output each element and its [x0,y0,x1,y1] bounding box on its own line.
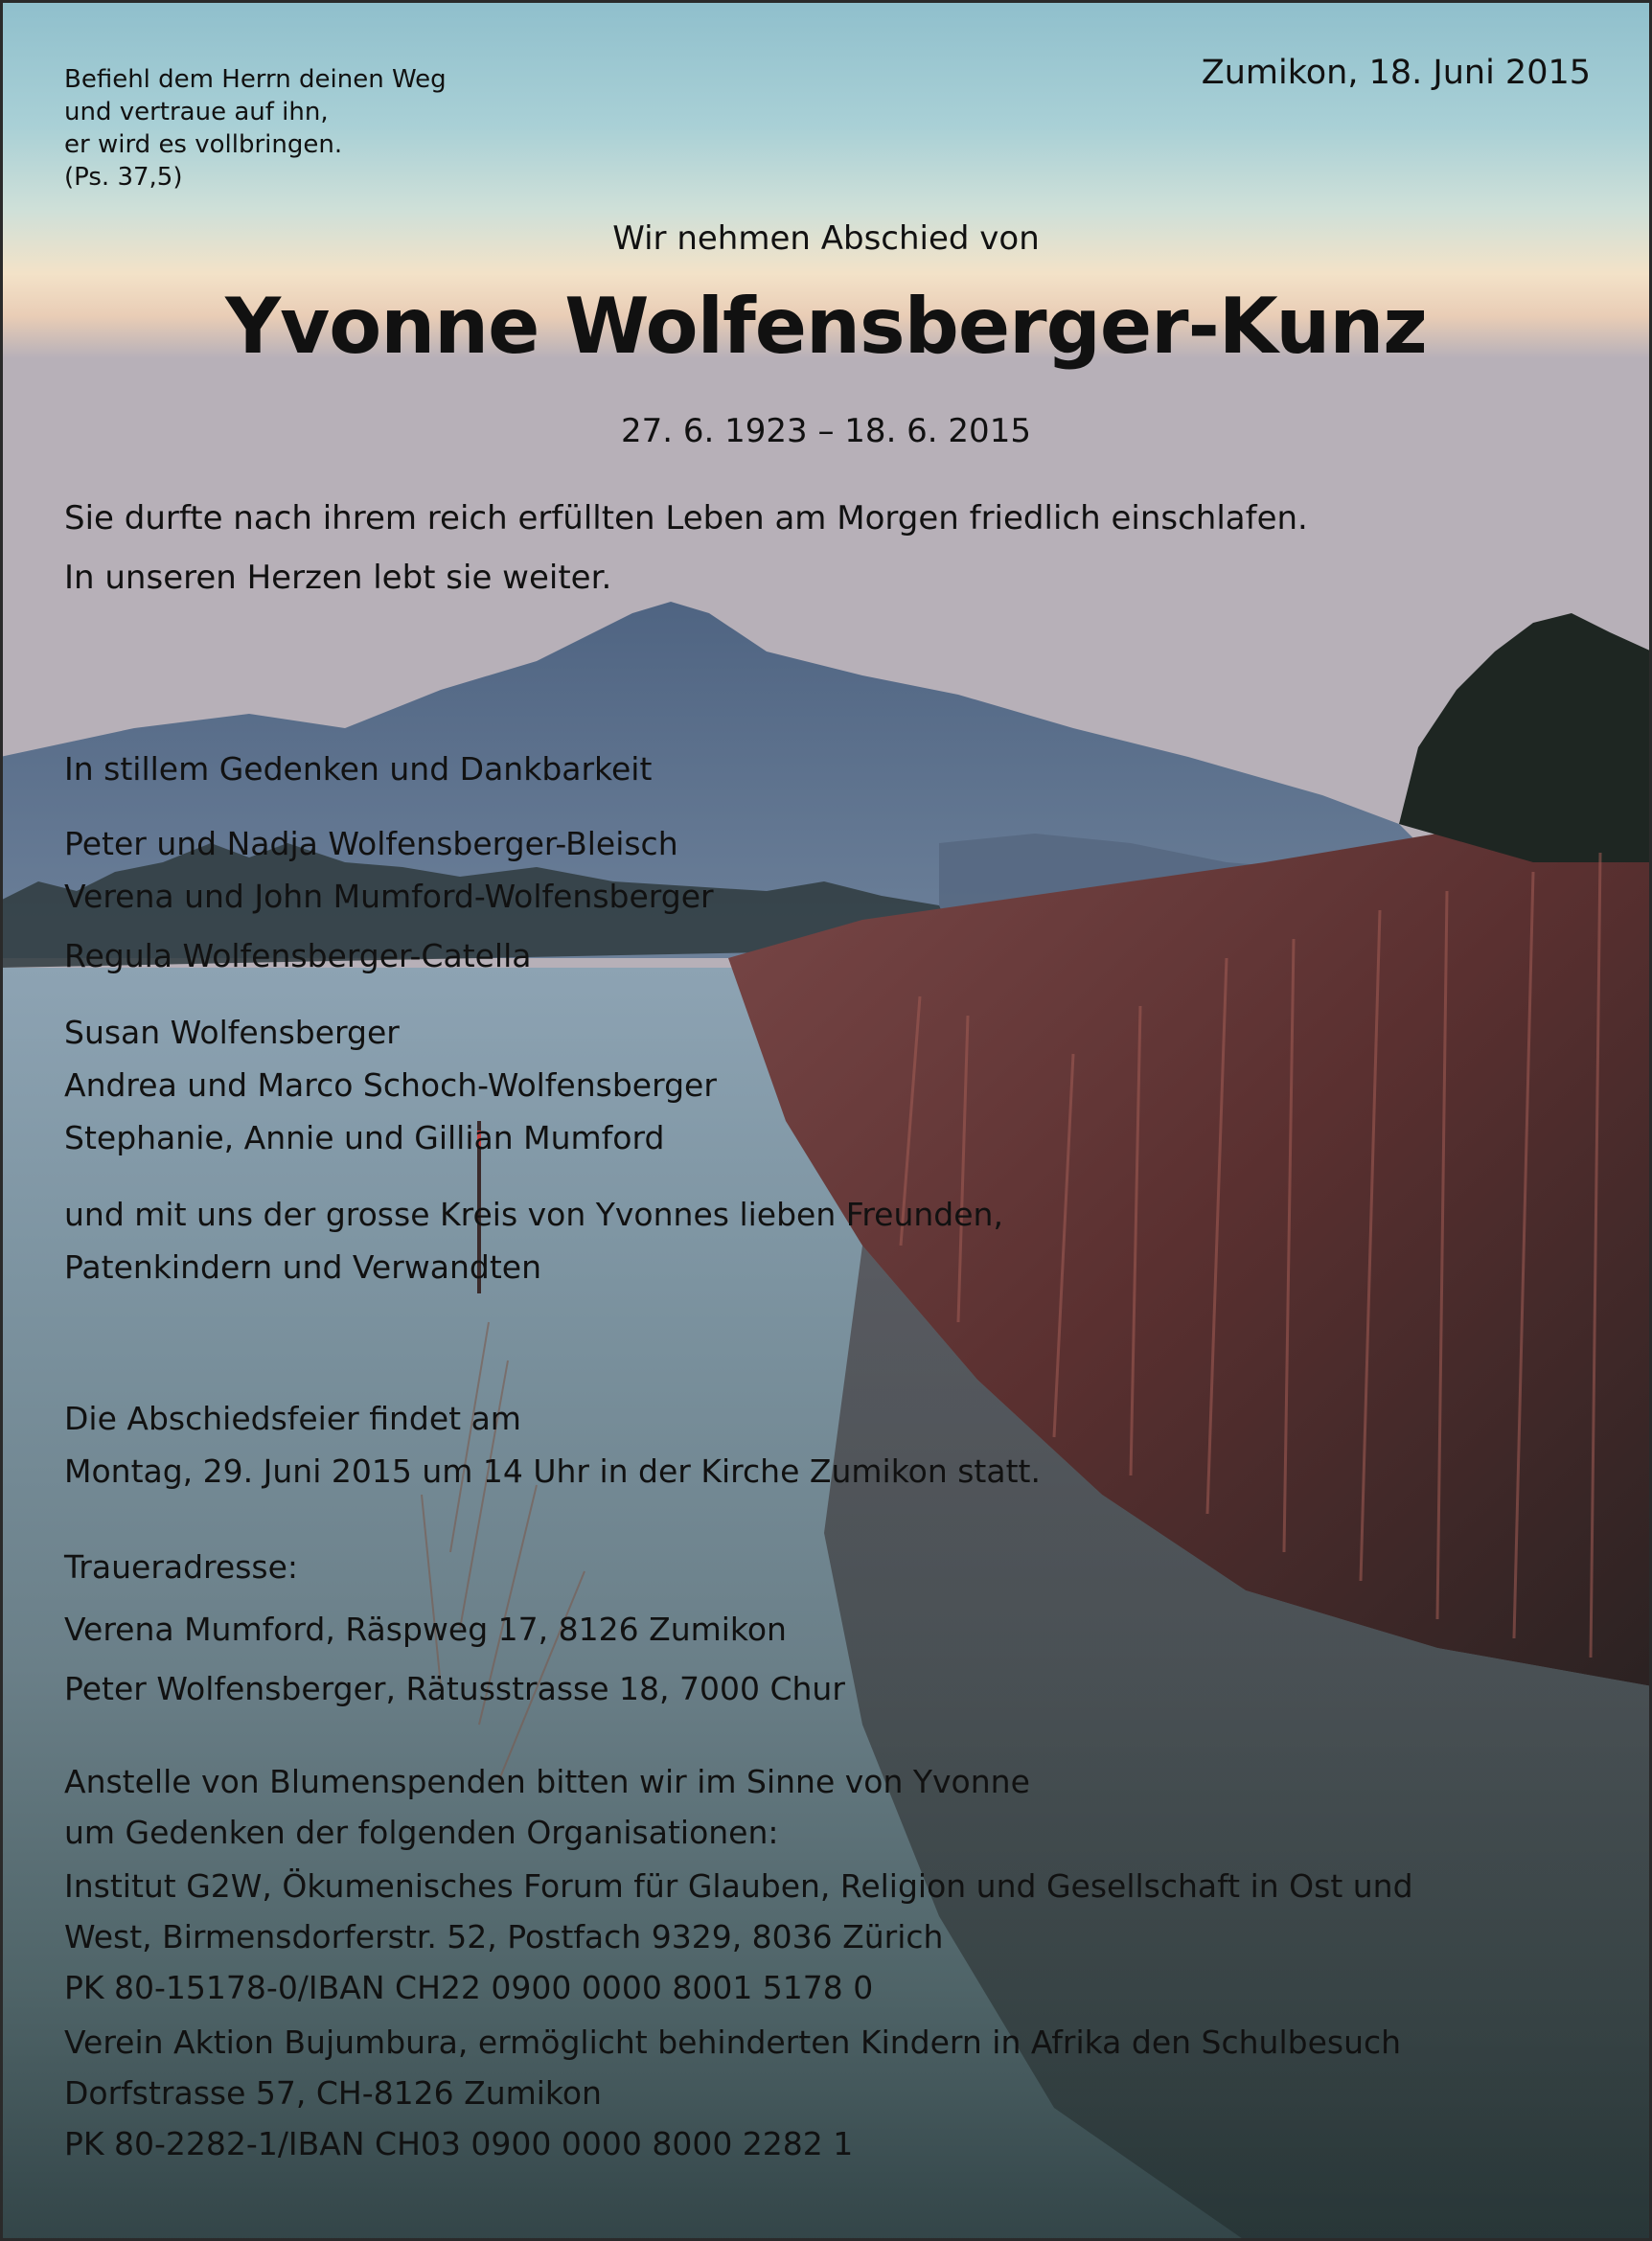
intro-line: Wir nehmen Abschied von [612,219,1040,258]
donation-intro [64,1756,1030,1858]
message-line: Sie durfte nach ihrem reich erfüllten Leben am Morgen friedlich einschlafen. [64,499,1308,537]
friends-line: Patenkindern und Verwandten [64,1248,542,1286]
organization-g2w [64,1861,1413,2013]
lifespan-dates: 27. 6. 1923 – 18. 6. 2015 [621,412,1031,450]
psalm-line: er wird es vollbringen. [64,130,343,159]
psalm-line: Befiehl dem Herrn deinen Weg [64,65,447,94]
mourning-address-label: Traueradresse: [64,1548,299,1586]
donation-line: Anstelle von Blumenspenden bitten wir im Sinne von Yvonne [64,1763,1030,1800]
ceremony-line: Montag, 29. Juni 2015 um 14 Uhr in der Kirche Zumikon statt. [64,1452,1041,1490]
ceremony-line: Die Abschiedsfeier findet am [64,1400,521,1437]
family-group [64,1006,717,1164]
family-member: Regula Wolfensberger-Catella [64,937,532,974]
organization-line: PK 80-15178-0/IBAN CH22 0900 0000 8001 5178 0 [64,1969,874,2006]
ceremony-info [64,1392,1041,1498]
organization-line: West, Birmensdorferstr. 52, Postfach 9329, 8036 Zürich [64,1918,944,1955]
place-date: Zumikon, 18. Juni 2015 [1201,54,1591,92]
psalm-reference: (Ps. 37,5) [64,163,183,192]
family-member: Susan Wolfensberger [64,1014,400,1051]
address-line: Verena Mumford, Räspweg 17, 8126 Zumikon [64,1611,787,1648]
organization-line: PK 80-2282-1/IBAN CH03 0900 0000 8000 2282 1 [64,2125,854,2162]
mourning-addresses [64,1600,845,1719]
address-line: Peter Wolfensberger, Rätusstrasse 18, 7000 Chur [64,1670,845,1707]
organization-line: Dorfstrasse 57, CH-8126 Zumikon [64,2074,602,2112]
psalm-line: und vertraue auf ihn, [64,98,329,126]
organization-line: Verein Aktion Bujumbura, ermöglicht behinderten Kindern in Afrika den Schulbesuch [64,2024,1402,2061]
family-member: Stephanie, Annie und Gillian Mumford [64,1119,665,1156]
organization-line: Institut G2W, Ökumenisches Forum für Glauben, Religion und Gesellschaft in Ost und [64,1867,1413,1905]
deceased-name: Yvonne Wolfensberger-Kunz [225,282,1427,371]
family-group [64,817,714,923]
organization-bujumbura [64,2017,1401,2169]
family-group [64,929,532,982]
remembrance-line: In stillem Gedenken und Dankbarkeit [64,750,653,788]
family-member: Peter und Nadja Wolfensberger-Bleisch [64,825,678,862]
psalm-quote [64,63,447,194]
memorial-message [64,489,1308,607]
friends-line: und mit uns der grosse Kreis von Yvonnes lieben Freunden, [64,1196,1003,1233]
message-line: In unseren Herzen lebt sie weiter. [64,559,612,597]
family-member: Andrea und Marco Schoch-Wolfensberger [64,1066,717,1104]
friends-relatives [64,1188,1003,1293]
family-member: Verena und John Mumford-Wolfensberger [64,878,714,915]
donation-line: um Gedenken der folgenden Organisationen: [64,1814,779,1851]
